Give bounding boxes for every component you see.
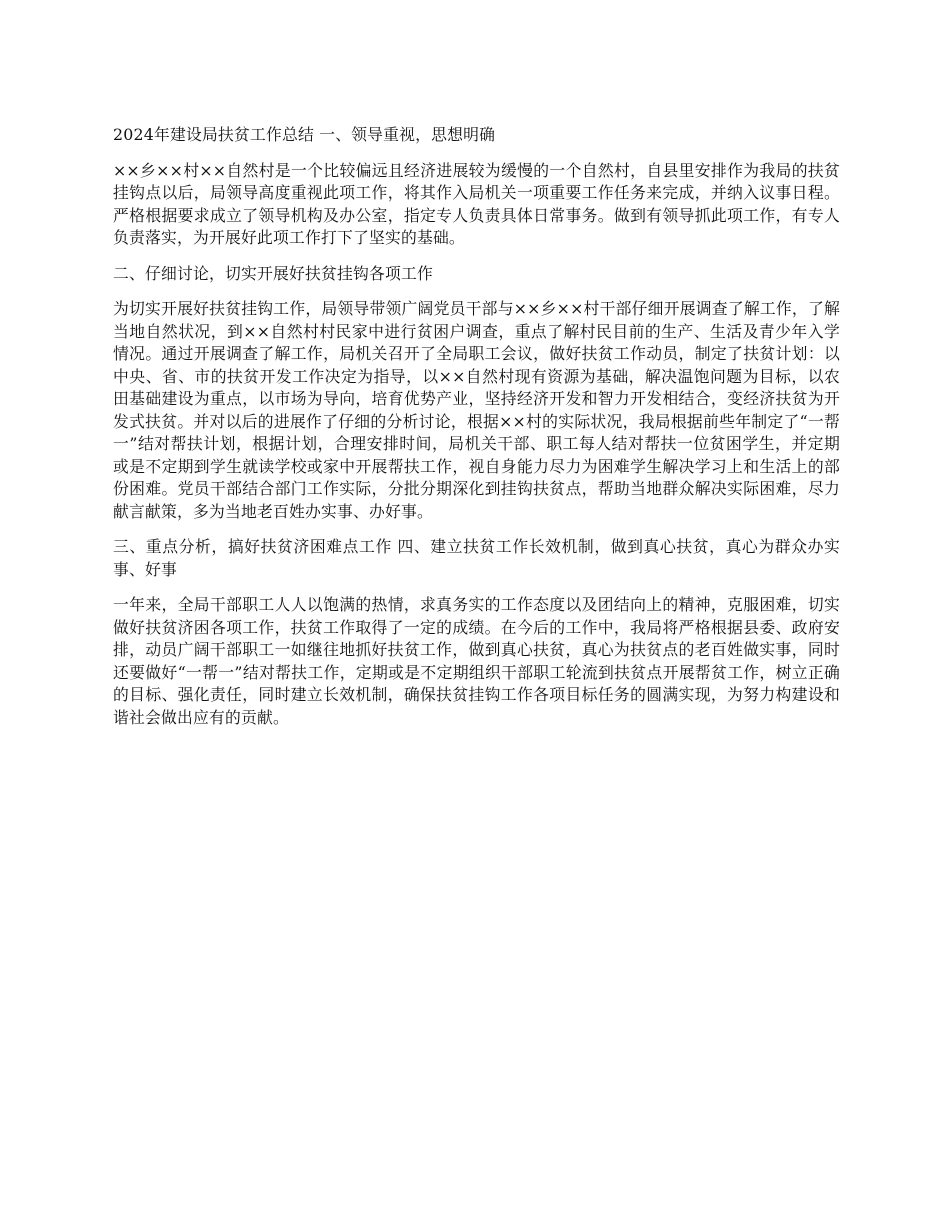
section-heading-2: 二、仔细讨论，切实开展好扶贫挂钩各项工作 xyxy=(113,263,433,283)
paragraph-leadership: ××乡××村××自然村是一个比较偏远且经济进展较为缓慢的一个自然村，自县里安排作为我局的扶贫挂钩点以后，局领导高度重视此项工作，将其作入局机关一项重要工作任务来完成，并纳入议事日程。严格根据要求成立了领导机构及办公室，指定专人负责具体日常事务。做到有领导抓此项工作，有专人负责落实，为开展好此项工作打下了坚实的基础。 xyxy=(113,160,840,247)
paragraph-implementation: 为切实开展好扶贫挂钩工作，局领导带领广阔党员干部与××乡××村干部仔细开展调查了解工作，了解当地自然状况，到××自然村村民家中进行贫困户调查，重点了解村民目前的生产、生活及青少年入学情况。通过开展调查了解工作，局机关召开了全局职工会议，做好扶贫工作动员，制定了扶贫计划：以中央、省、市的扶贫开发工作决定为指导，以××自然村现有资源为基础，解决温饱问题为目标，以农田基础建设为重点，以市场为导向，培育优势产业，坚持经济开发和智力开发相结合，变经济扶贫为开发式扶贫。并对以后的进展作了仔细的分析讨论，根据××村的实际状况，我局根据前些年制定了“一帮一”结对帮扶计划，根据计划，合理安排时间，局机关干部、职工每人结对帮扶一位贫困学生，并定期或是不定期到学生就读学校或家中开展帮扶工作，视自身能力尽力为困难学生解决学习上和生活上的部份困难。党员干部结合部门工作实际，分批分期深化到挂钩扶贫点，帮助当地群众解决实际困难，尽力献言献策，多为当地老百姓办实事、办好事。 xyxy=(113,299,840,521)
document-body xyxy=(113,124,840,742)
paragraph-summary: 一年来，全局干部职工人人以饱满的热情，求真务实的工作态度以及团结向上的精神，克服困难，切实做好扶贫济困各项工作，扶贫工作取得了一定的成绩。在今后的工作中，我局将严格根据县委、政府安排，动员广阔干部职工一如继往地抓好扶贫工作，做到真心扶贫，真心为扶贫点的老百姓做实事，同时还要做好“一帮一”结对帮扶工作，定期或是不定期组织干部职工轮流到扶贫点开展帮贫工作，树立正确的目标、强化责任，同时建立长效机制，确保扶贫挂钩工作各项目标任务的圆满实现，为努力构建设和谐社会做出应有的贡献。 xyxy=(113,595,840,727)
document-title-line: 2024年建设局扶贫工作总结 一、领导重视，思想明确 xyxy=(113,125,496,144)
section-heading-3-4: 三、重点分析，搞好扶贫济困难点工作 四、建立扶贫工作长效机制，做到真心扶贫，真心为群众办实事、好事 xyxy=(113,537,840,579)
